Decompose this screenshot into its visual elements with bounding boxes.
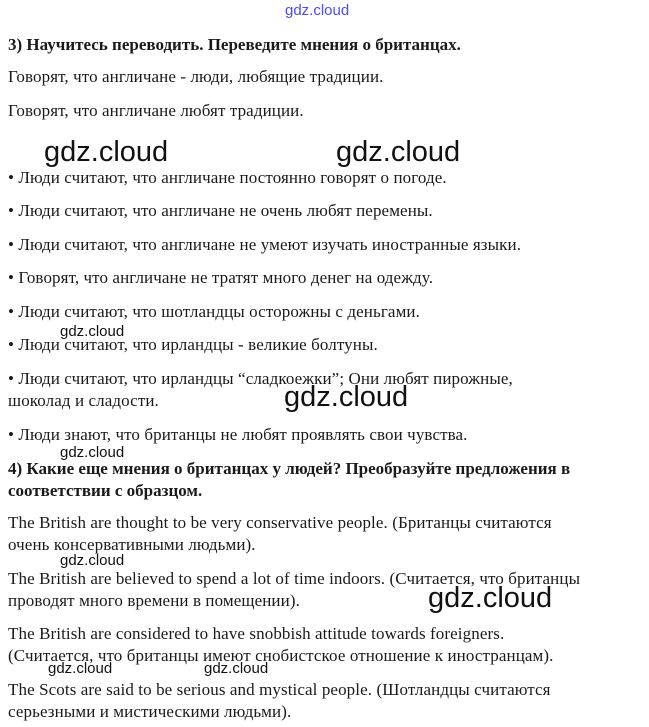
watermark-large: gdz.cloud (428, 582, 553, 614)
watermark-large: gdz.cloud (44, 136, 169, 168)
bullet-line: • Люди считают, что англичане не очень любят перемены. (8, 201, 433, 220)
example-line: The British are thought to be very conservative people. (Британцы считаются (8, 513, 552, 532)
example-line: (Считается, что британцы имеют снобистское отношение к иностранцам). (8, 646, 554, 665)
example-line: The British are considered to have snobbish attitude towards foreigners. (8, 624, 505, 643)
watermark-small: gdz.cloud (60, 323, 125, 340)
bullet-line: • Люди считают, что англичане не умеют изучать иностранные языки. (8, 235, 522, 254)
example-line: The British are believed to spend a lot of time indoors. (Считается, что британцы (8, 569, 581, 588)
bullet-line: • Люди знают, что британцы не любят проявлять свои чувства. (8, 425, 468, 444)
bullet-line: • Люди считают, что ирландцы - великие болтуны. (8, 335, 378, 354)
bullet-line: • Люди считают, что англичане постоянно говорят о погоде. (8, 168, 447, 187)
watermark-large: gdz.cloud (284, 381, 409, 413)
watermark-small: gdz.cloud (204, 660, 269, 677)
example-line: очень консервативными людьми). (8, 535, 256, 554)
watermark-large: gdz.cloud (336, 136, 461, 168)
bullet-line: • Люди считают, что ирландцы “сладкоежки”; Они любят пирожные, (8, 369, 513, 388)
example-line: The Scots are said to be serious and mystical people. (Шотландцы считаются (8, 680, 551, 699)
section3-intro-line: Говорят, что англичане любят традиции. (8, 101, 304, 120)
section3-intro-line: Говорят, что англичане - люди, любящие традиции. (8, 67, 384, 86)
watermark-small: gdz.cloud (60, 444, 125, 461)
watermark-small: gdz.cloud (48, 660, 113, 677)
top-watermark: gdz.cloud (285, 2, 350, 19)
section4-heading-line: 4) Какие еще мнения о британцах у людей? Преобразуйте предложения в (8, 459, 571, 478)
bullet-line: • Говорят, что англичане не тратят много денег на одежду. (8, 268, 434, 287)
example-line: проводят много времени в помещении). (8, 591, 300, 610)
bullet-line-continuation: шоколад и сладости. (8, 391, 159, 410)
bullet-line: • Люди считают, что шотландцы осторожны с деньгами. (8, 302, 420, 321)
example-line: серьезными и мистическими людьми). (8, 702, 292, 721)
watermark-small: gdz.cloud (60, 552, 125, 569)
section4-heading-line: соответствии с образцом. (8, 481, 203, 500)
section3-heading: 3) Научитесь переводить. Переведите мнения о британцах. (8, 35, 461, 54)
